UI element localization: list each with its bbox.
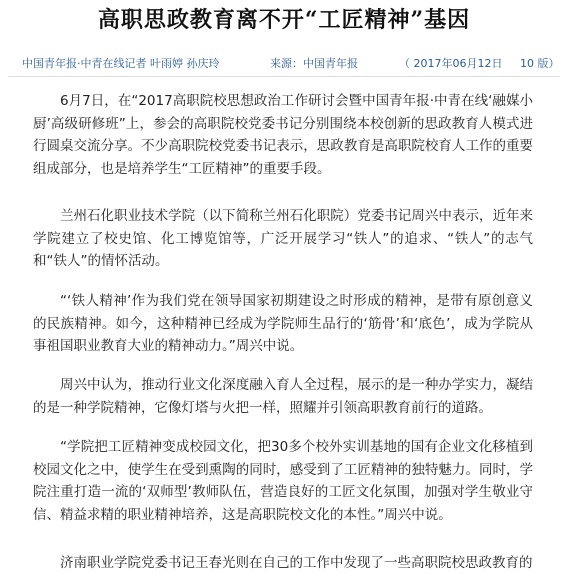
article-title: 高职思政教育离不开“工匠精神”基因 bbox=[97, 7, 471, 33]
paragraph: “‘铁人精神’作为我们党在领导国家初期建设之时形成的精神，是带有原创意义的民族精神。如今，这种精神已经成为学院师生品行的‘筋骨’和‘底色’，成为学院从事祖国职业教育大业的精神动力。”周兴中说。 bbox=[33, 293, 533, 354]
paragraph: “学院把工匠精神变成校园文化，把30多个校外实训基地的国有企业文化移植到校园文化之中，使学生在受到熏陶的同时，感受到了工匠精神的独特魅力。同时，学院注重打造一流的‘双师型’教师队伍，营造良好的工匠文化氛围，加强对学生敬业守信、精益求精的职业精神培养，这是高职院校文化的本性。”周兴中说。 bbox=[33, 439, 533, 523]
paragraph: 兰州石化职业技术学院（以下简称兰州石化职院）党委书记周兴中表示，近年来学院建立了校史馆、化工博览馆等，广泛开展学习“铁人”的追求、“铁人”的志气和“铁人”的情怀活动。 bbox=[33, 208, 533, 269]
meta-divider bbox=[8, 76, 560, 77]
page-number: 10 版） bbox=[520, 57, 560, 70]
source: 来源：中国青年报 bbox=[270, 57, 358, 70]
paragraph: 周兴中认为，推动行业文化深度融入育人全过程，展示的是一种办学实力，凝结的是一种学院精神，它像灯塔与火把一样，照耀并引领高职教育前行的道路。 bbox=[33, 377, 533, 416]
publish-date: （ 2017年06月12日 bbox=[399, 57, 503, 70]
paragraph: 济南职业学院党委书记王春光则在自己的工作中发现了一些高职院校思政教育的 bbox=[60, 555, 533, 571]
article-meta bbox=[22, 56, 562, 72]
byline: 中国青年报·中青在线记者 叶雨婷 孙庆玲 bbox=[22, 57, 220, 70]
paragraph: 6月7日，在“2017高职院校思想政治工作研讨会暨中国青年报·中青在线‘融媒小厨’高级研修班”上，参会的高职院校党委书记分别围绕本校创新的思政教育人模式进行圆桌交流分享。不少高职院校党委书记表示，思政教育是高职院校育人工作的重要组成部分，也是培养学生“工匠精神”的重要手段。 bbox=[33, 93, 533, 177]
